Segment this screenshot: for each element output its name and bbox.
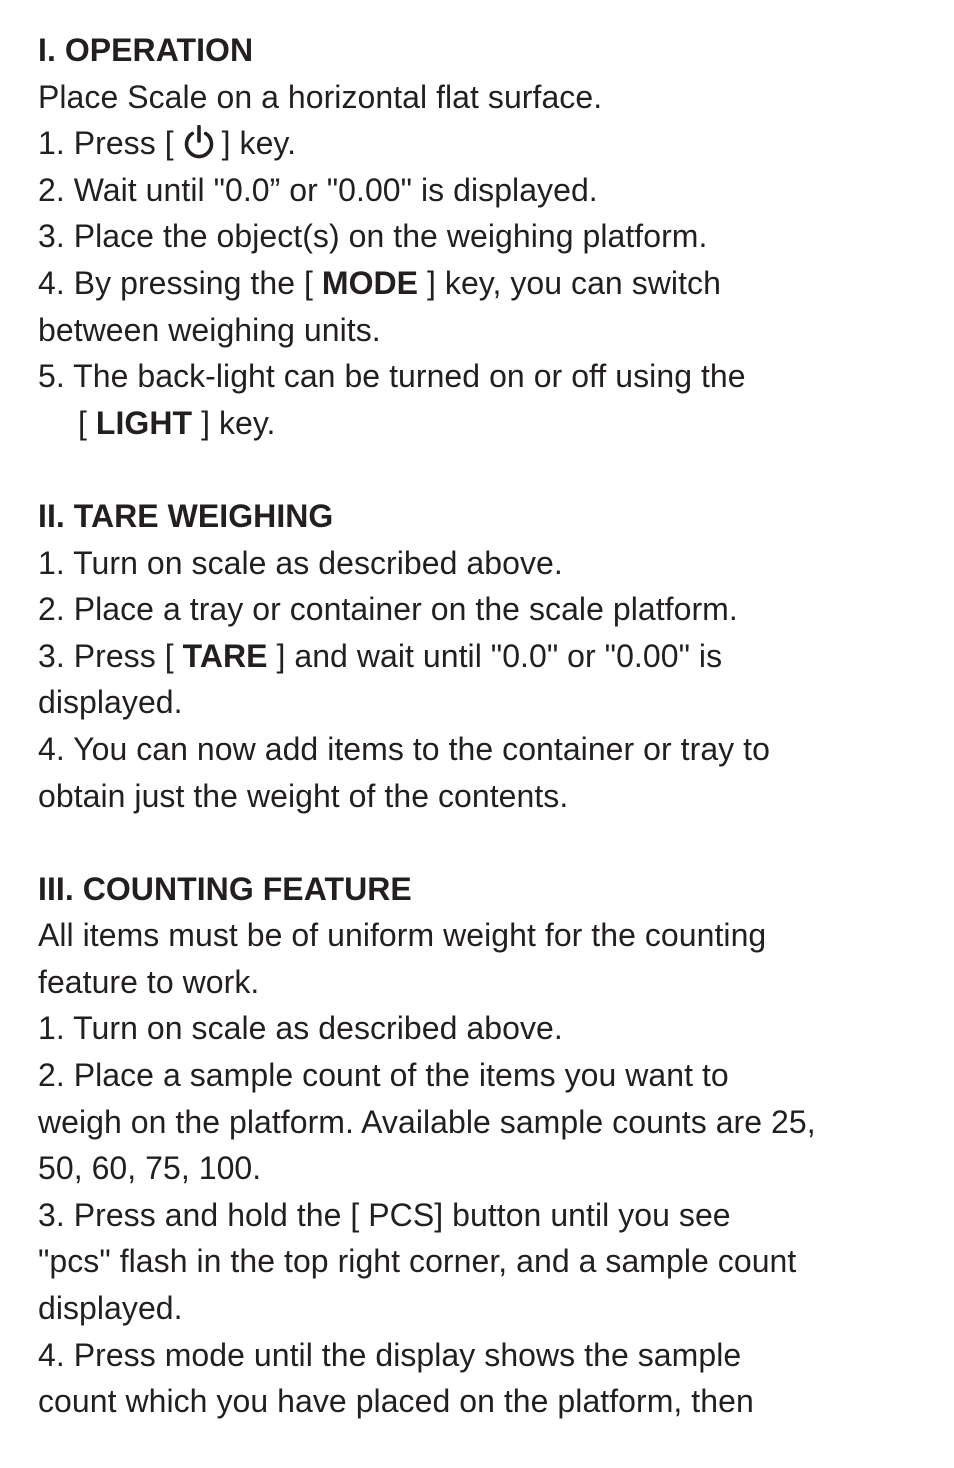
tare-step-2: 2. Place a tray or container on the scale platform.	[38, 591, 738, 628]
counting-step-1: 1. Turn on scale as described above.	[38, 1010, 563, 1047]
operation-step-4-continued: between weighing units.	[38, 311, 381, 348]
counting-intro: All items must be of uniform weight for the counting	[38, 917, 767, 954]
counting-step-4: 4. Press mode until the display shows the sample	[38, 1336, 742, 1373]
operation-step-1	[38, 120, 938, 167]
tare-step-3	[38, 633, 938, 680]
counting-step-4-continued: count which you have placed on the platform, then	[38, 1383, 754, 1420]
counting-step-2: 2. Place a sample count of the items you want to	[38, 1057, 729, 1094]
tare-key-label: TARE	[182, 637, 268, 674]
section-heading-tare: II. TARE WEIGHING	[38, 497, 334, 534]
counting-step-2-continued-2: 50, 60, 75, 100.	[38, 1150, 262, 1187]
tare-step-3-suffix: ] and wait until "0.0" or "0.00" is	[267, 637, 723, 674]
operation-step-5-continued	[38, 400, 938, 447]
operation-step-4-suffix: ] key, you can switch	[418, 264, 721, 301]
tare-step-1: 1. Turn on scale as described above.	[38, 544, 563, 581]
section-heading-operation: I. OPERATION	[38, 32, 254, 68]
operation-step-5: 5. The back-light can be turned on or off using the	[38, 358, 746, 395]
operation-step-2: 2. Wait until "0.0” or "0.00" is displayed.	[38, 171, 598, 208]
instruction-page	[38, 27, 938, 1425]
section-heading-counting: III. COUNTING FEATURE	[38, 870, 412, 907]
operation-step-1-prefix: 1. Press [	[38, 125, 174, 162]
section-spacer	[38, 819, 938, 866]
mode-key-label: MODE	[321, 264, 419, 301]
counting-step-3: 3. Press and hold the [ PCS] button until you see	[38, 1196, 731, 1233]
operation-step-1-suffix: ] key.	[221, 125, 297, 162]
tare-step-3-continued: displayed.	[38, 684, 183, 721]
counting-intro-continued: feature to work.	[38, 963, 260, 1000]
operation-step-5-suffix: ] key.	[192, 404, 276, 441]
counting-step-2-continued-1: weigh on the platform. Available sample counts are 25,	[38, 1103, 816, 1140]
tare-step-4: 4. You can now add items to the container or tray to	[38, 730, 770, 767]
tare-step-3-prefix: 3. Press [	[38, 637, 183, 674]
power-icon	[180, 125, 218, 159]
operation-intro: Place Scale on a horizontal flat surface.	[38, 78, 603, 115]
section-spacer	[38, 446, 938, 493]
operation-step-5-prefix: [	[78, 404, 96, 441]
counting-step-3-continued-2: displayed.	[38, 1290, 183, 1327]
tare-step-4-continued: obtain just the weight of the contents.	[38, 777, 569, 814]
operation-step-4	[38, 260, 938, 307]
light-key-label: LIGHT	[95, 404, 193, 441]
counting-step-3-continued-1: "pcs" flash in the top right corner, and a sample count	[38, 1243, 797, 1280]
operation-step-3: 3. Place the object(s) on the weighing platform.	[38, 218, 708, 255]
operation-step-4-prefix: 4. By pressing the [	[38, 264, 322, 301]
